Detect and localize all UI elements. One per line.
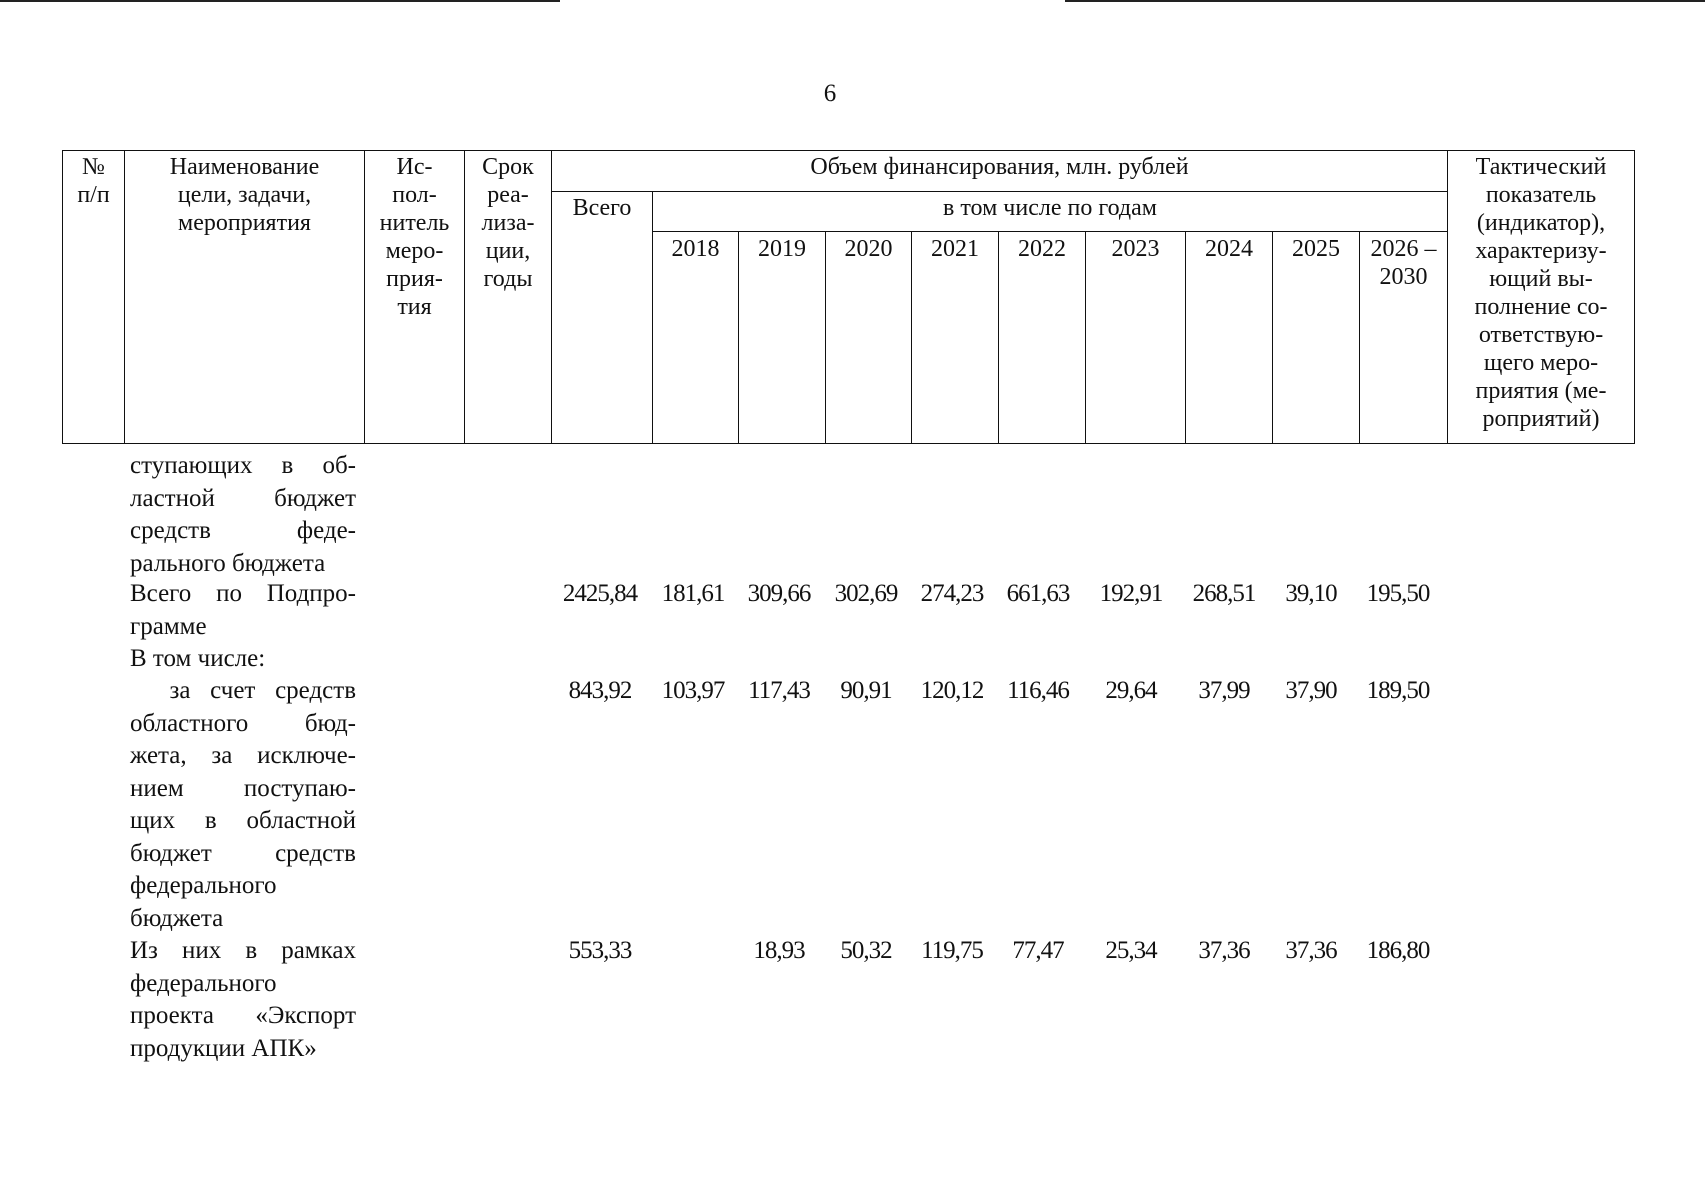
row-year-value: 120,12 (920, 677, 984, 704)
header-col-total: Всего (552, 192, 653, 444)
row-name-line: Из них в рамках (130, 937, 356, 964)
row-total-value: 553,33 (568, 937, 632, 964)
header-year-2019: 2019 (739, 232, 826, 444)
row-year-value: 181,61 (661, 580, 725, 607)
row-year-value: 25,34 (1105, 937, 1157, 964)
row-year-value: 37,36 (1285, 937, 1337, 964)
header-by-years: в том числе по годам (653, 192, 1448, 232)
row-name-line: средств феде- (130, 517, 356, 544)
row-year-value: 39,10 (1285, 580, 1337, 607)
header-year-2023: 2023 (1086, 232, 1186, 444)
header-executor-line: меро- (385, 238, 444, 264)
header-indicator-line: полнение со- (1474, 294, 1608, 320)
row-year-value: 189,50 (1366, 677, 1430, 704)
header-col-number (63, 151, 125, 444)
row-name (130, 935, 356, 1065)
row-year-value: 661,63 (1006, 580, 1070, 607)
header-name-line: Наименование (169, 154, 320, 180)
header-year-2026-2030-line: 2030 (1379, 264, 1428, 290)
header-indicator-line: приятия (ме- (1475, 378, 1607, 404)
row-name-line: грамме (130, 612, 207, 640)
row-name-line: бюджета (130, 904, 224, 932)
header-year-2026-2030 (1360, 232, 1448, 444)
header-indicator-line: показатель (1485, 182, 1597, 208)
header-term-line: лиза- (481, 210, 535, 236)
header-col-executor (365, 151, 465, 444)
row-name-line: областного бюд- (130, 709, 356, 737)
header-executor-line: тия (397, 294, 432, 320)
header-year-2022: 2022 (999, 232, 1086, 444)
header-executor-line: нитель (379, 210, 450, 236)
row-year-value: 119,75 (921, 937, 983, 964)
row-year-value: 103,97 (661, 677, 725, 704)
row-name-line: щих в областной (130, 807, 356, 834)
header-indicator-line: характеризу- (1475, 238, 1607, 264)
header-col-indicator (1448, 151, 1635, 444)
row-name-line: ступающих в об- (130, 452, 356, 479)
row-name (130, 450, 356, 580)
row-name (130, 578, 356, 643)
header-term-line: годы (483, 266, 533, 292)
header-year-2021: 2021 (912, 232, 999, 444)
row-name-line: федерального (130, 969, 277, 997)
header-term-line: Срок (482, 154, 534, 180)
header-name-line: мероприятия (178, 210, 311, 236)
header-year-2024: 2024 (1186, 232, 1273, 444)
row-year-value: 37,90 (1285, 677, 1337, 704)
row-year-value: 302,69 (834, 580, 898, 607)
row-total-value: 843,92 (568, 677, 632, 704)
header-name-line: цели, задачи, (177, 182, 312, 208)
row-name-line: ластной бюджет (130, 484, 356, 512)
header-year-2018: 2018 (653, 232, 739, 444)
row-year-value: 37,99 (1198, 677, 1250, 704)
row-year-value: 117,43 (748, 677, 810, 704)
row-name-line: жета, за исключе- (130, 742, 356, 769)
scan-edge-line-right (1065, 0, 1705, 2)
row-name-line: В том числе: (130, 645, 266, 672)
header-executor-line: пол- (392, 182, 437, 208)
header-number-line: п/п (77, 182, 110, 208)
header-col-term (465, 151, 552, 444)
row-year-value: 268,51 (1192, 580, 1256, 607)
row-year-value: 274,23 (920, 580, 984, 607)
header-year-2020: 2020 (826, 232, 912, 444)
header-indicator-line: щего меро- (1483, 350, 1599, 376)
row-total-value: 2425,84 (562, 580, 638, 607)
header-term-line: ции, (485, 238, 531, 264)
row-year-value: 116,46 (1007, 677, 1069, 704)
header-indicator-line: Тактический (1475, 154, 1607, 180)
row-year-value: 77,47 (1012, 937, 1064, 964)
row-name-line: федерального (130, 872, 277, 899)
header-year-2025: 2025 (1273, 232, 1360, 444)
row-name-line: рального бюджета (130, 549, 326, 577)
row-year-value: 18,93 (753, 937, 805, 964)
row-name-line: проекта «Экспорт (130, 1002, 356, 1029)
header-indicator-line: (индикатор), (1476, 210, 1606, 236)
header-financing-title: Объем финансирования, млн. рублей (552, 151, 1448, 192)
row-year-value: 37,36 (1198, 937, 1250, 964)
header-col-name (125, 151, 365, 444)
row-name-line: бюджет средств (130, 839, 356, 867)
row-name-line: нием поступаю- (130, 774, 356, 802)
page-number: 6 (823, 80, 837, 107)
header-executor-line: Ис- (396, 154, 433, 180)
row-name-line: за счет средств (130, 677, 356, 704)
row-name-line: продукции АПК» (130, 1034, 317, 1062)
row-year-value: 309,66 (747, 580, 811, 607)
row-year-value: 186,80 (1366, 937, 1430, 964)
row-name (130, 675, 356, 935)
financing-table-header (62, 150, 1635, 444)
row-year-value: 192,91 (1099, 580, 1163, 607)
header-indicator-line: ющий вы- (1489, 266, 1593, 292)
header-number-line: № (82, 154, 105, 180)
row-name (130, 643, 356, 676)
row-year-value: 50,32 (840, 937, 892, 964)
header-executor-line: прия- (386, 266, 443, 292)
header-indicator-line: роприятий) (1482, 406, 1600, 432)
scan-edge-line-left (0, 0, 560, 2)
row-year-value: 90,91 (840, 677, 892, 704)
row-year-value: 195,50 (1366, 580, 1430, 607)
row-name-line: Всего по Подпро- (130, 580, 356, 607)
header-year-2026-2030-line: 2026 – (1370, 236, 1437, 262)
header-indicator-line: ответствую- (1478, 322, 1604, 348)
row-year-value: 29,64 (1105, 677, 1157, 704)
header-term-line: реа- (487, 182, 529, 208)
